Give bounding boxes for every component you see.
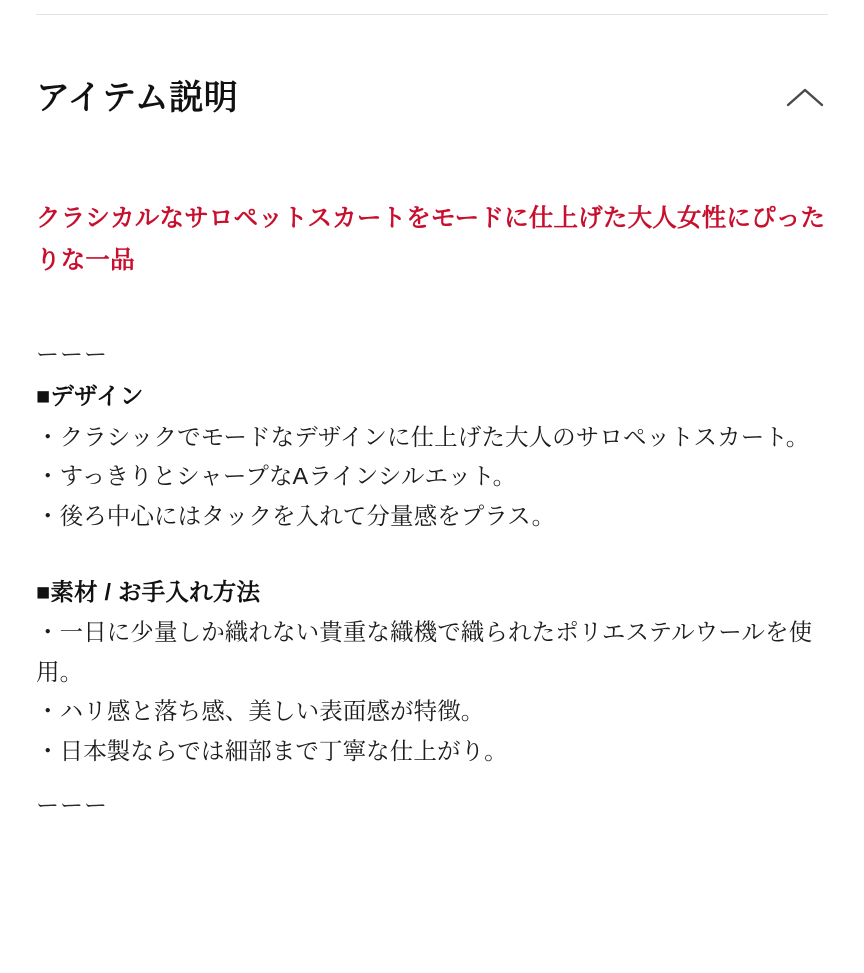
design-bullet-1: ・クラシックでモードなデザインに仕上げた大人のサロペットスカート。 (36, 423, 810, 450)
design-heading: ■デザイン (36, 383, 144, 410)
material-heading: ■素材 / お手入れ方法 (36, 578, 261, 605)
material-bullet-2: ・ハリ感と落ち感、美しい表面感が特徴。 (36, 698, 485, 725)
design-bullet-3: ・後ろ中心にはタックを入れて分量感をプラス。 (36, 502, 556, 529)
block-spacer (36, 536, 836, 566)
material-bullet-3: ・日本製ならでは細部まで丁寧な仕上がり。 (36, 737, 508, 764)
material-block (36, 572, 836, 771)
chevron-up-icon[interactable] (782, 75, 828, 121)
divider-bottom: ーーー (36, 791, 108, 818)
divider-top: ーーー (36, 341, 108, 368)
lead-paragraph: クラシカルなサロペットスカートをモードに仕上げた大人女性にぴったりな一品 (36, 205, 826, 275)
description-content (36, 198, 836, 821)
page-title: アイテム説明 (36, 78, 239, 117)
section-header[interactable] (36, 66, 828, 130)
design-bullet-2: ・すっきりとシャープなAラインシルエット。 (36, 463, 517, 490)
material-bullet-1: ・一日に少量しか織れない貴重な織機で織られたポリエステルウールを使用。 (36, 619, 813, 685)
design-block (36, 376, 836, 536)
top-divider (36, 14, 828, 15)
